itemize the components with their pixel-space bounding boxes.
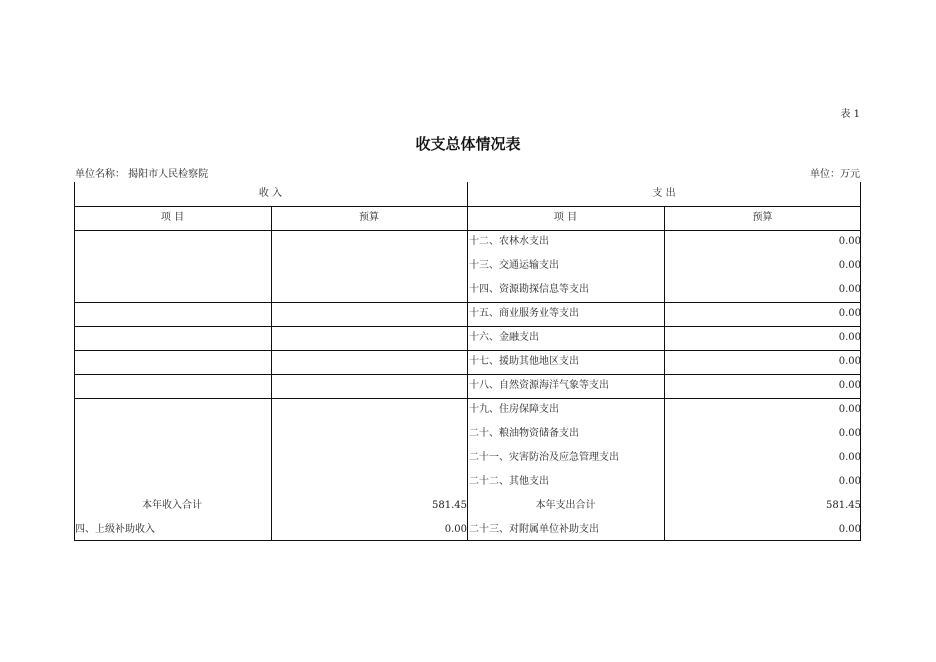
income-item — [74, 374, 271, 398]
income-budget — [272, 278, 467, 302]
unit-name: 单位名称： 揭阳市人民检察院 — [75, 169, 209, 180]
income-budget-header: 预算 — [359, 212, 379, 223]
expense-item: 十四、资源勘探信息等支出 — [469, 284, 589, 295]
expense-budget: 0.00 — [838, 524, 861, 535]
expense-budget: 0.00 — [838, 260, 861, 271]
expense-budget: 581.45 — [826, 500, 861, 511]
income-budget — [272, 398, 467, 422]
income-header: 收 入 — [258, 188, 283, 199]
expense-budget: 0.00 — [838, 308, 861, 319]
expense-budget: 0.00 — [838, 380, 861, 391]
expense-budget: 0.00 — [838, 332, 861, 343]
income-budget — [272, 422, 467, 446]
expense-item: 十八、自然资源海洋气象等支出 — [469, 380, 609, 391]
expense-budget: 0.00 — [838, 404, 861, 415]
income-budget — [272, 230, 467, 254]
income-budget — [272, 326, 467, 350]
income-item — [74, 326, 271, 350]
income-item: 四、上级补助收入 — [75, 524, 155, 535]
expense-item: 十五、商业服务业等支出 — [469, 308, 579, 319]
expense-budget: 0.00 — [838, 284, 861, 295]
expense-header: 支 出 — [652, 188, 676, 199]
page-title: 收支总体情况表 — [415, 135, 521, 153]
expense-budget: 0.00 — [838, 428, 861, 439]
expense-item: 二十、粮油物资储备支出 — [469, 428, 579, 439]
expense-item: 二十三、对附属单位补助支出 — [469, 524, 599, 535]
income-item — [74, 254, 271, 278]
expense-budget: 0.00 — [838, 236, 861, 247]
income-budget: 0.00 — [444, 524, 467, 535]
expense-item: 十二、农林水支出 — [469, 236, 549, 247]
currency-unit: 单位：万元 — [810, 169, 860, 180]
income-item: 本年收入合计 — [142, 500, 202, 511]
income-budget — [272, 446, 467, 470]
expense-item: 十七、援助其他地区支出 — [469, 356, 579, 367]
expense-item: 二十一、灾害防治及应急管理支出 — [469, 452, 619, 463]
expense-item: 十三、交通运输支出 — [469, 260, 559, 271]
income-item — [74, 230, 271, 254]
income-item — [74, 302, 271, 326]
expense-budget: 0.00 — [838, 452, 861, 463]
expense-budget: 0.00 — [838, 356, 861, 367]
expense-item: 本年支出合计 — [535, 500, 596, 511]
income-item — [74, 278, 271, 302]
income-budget — [272, 254, 467, 278]
expense-budget: 0.00 — [838, 476, 861, 487]
income-item — [74, 398, 271, 422]
expense-item-header: 项 目 — [553, 212, 578, 223]
income-item — [74, 350, 271, 374]
income-item-header: 项 目 — [160, 212, 185, 223]
table-number: 表 1 — [840, 109, 860, 120]
table-horizontal-line — [74, 206, 861, 207]
income-item — [74, 422, 271, 446]
budget-table — [74, 182, 861, 541]
income-budget — [272, 374, 467, 398]
income-budget — [272, 470, 467, 494]
income-budget — [272, 302, 467, 326]
expense-item: 二十二、其他支出 — [469, 476, 549, 487]
income-item — [74, 446, 271, 470]
income-budget: 581.45 — [432, 500, 467, 511]
expense-item: 十六、金融支出 — [469, 332, 539, 343]
expense-item: 十九、住房保障支出 — [469, 404, 559, 415]
expense-budget-header: 预算 — [752, 212, 773, 223]
income-item — [74, 470, 271, 494]
income-budget — [272, 350, 467, 374]
